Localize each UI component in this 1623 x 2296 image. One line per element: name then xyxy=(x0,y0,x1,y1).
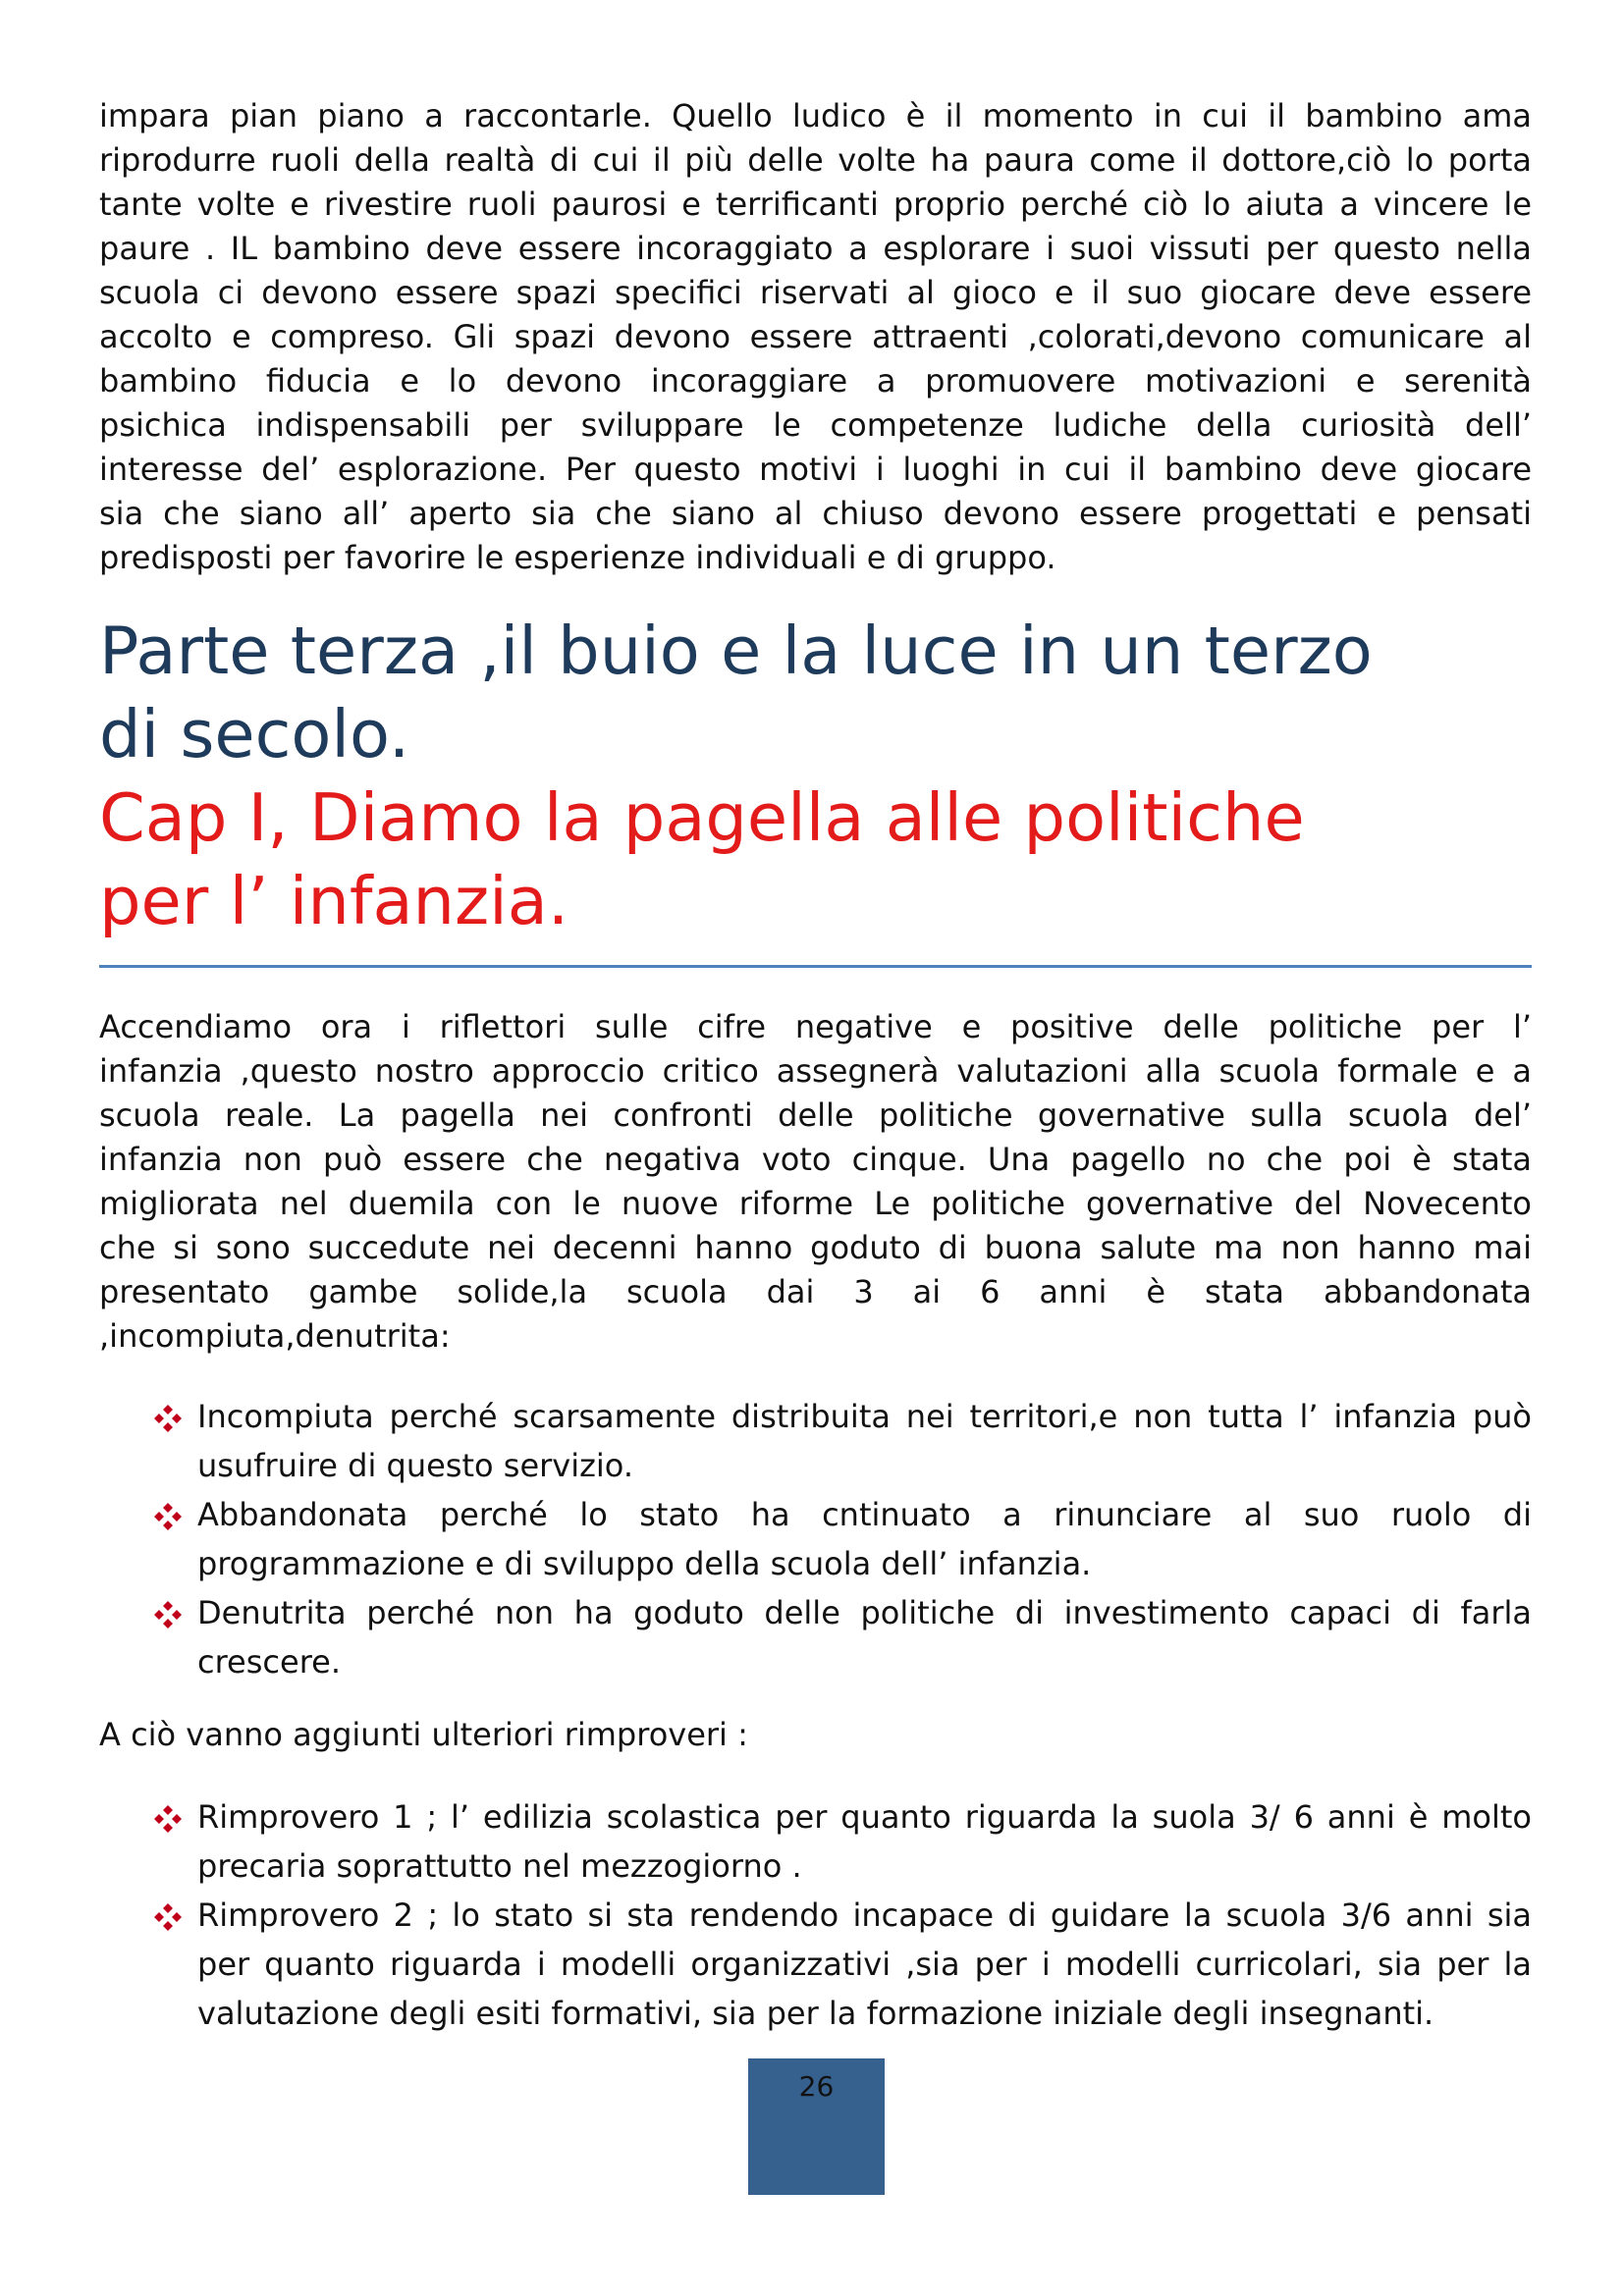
paragraph-line: paure . IL bambino deve essere incoraggiato a esplorare i suoi vissuti per questo nella xyxy=(99,230,1532,267)
part-heading-line-1: Parte terza ,il buio e la luce in un terzo xyxy=(99,613,1373,689)
paragraph-line: Accendiamo ora i riflettori sulle cifre negative e positive delle politiche per l’ xyxy=(99,1008,1532,1045)
part-heading xyxy=(99,610,1532,776)
paragraph-1 xyxy=(99,94,1532,580)
document-page xyxy=(99,94,1532,2038)
paragraph-line: bambino fiducia e lo devono incoraggiare a promuovere motivazioni e serenità xyxy=(99,362,1532,400)
list-item-text: Rimprovero 1 ; l’ edilizia scolastica per quanto riguarda la suola 3/ 6 anni è molto precaria soprattutto nel mezzogiorno . xyxy=(197,1798,1532,1885)
paragraph-line: infanzia non può essere che negativa voto cinque. Una pagello no che poi è stata xyxy=(99,1141,1532,1178)
four-diamond-bullet-icon xyxy=(153,1902,183,1932)
chapter-heading xyxy=(99,776,1532,943)
list-item xyxy=(99,1588,1532,1686)
heading-divider xyxy=(99,965,1532,968)
list-item-text: Rimprovero 2 ; lo stato si sta rendendo incapace di guidare la scuola 3/6 anni sia per quanto riguarda i modelli organizzativi ,sia per i modelli curricolari, sia per la valutazione degli esiti formativi, sia per la formazione iniziale degli insegnanti. xyxy=(197,1896,1532,2032)
chapter-heading-line-1: Cap I, Diamo la pagella alle politiche xyxy=(99,779,1305,856)
list-item xyxy=(99,1891,1532,2038)
list-item-text: Incompiuta perché scarsamente distribuita nei territori,e non tutta l’ infanzia può usufruire di questo servizio. xyxy=(197,1398,1532,1484)
list-item xyxy=(99,1792,1532,1891)
paragraph-line: tante volte e rivestire ruoli paurosi e terrificanti proprio perché ciò lo aiuta a vincere le xyxy=(99,186,1532,223)
part-heading-line-2: di secolo. xyxy=(99,696,410,773)
paragraph-line: scuola reale. La pagella nei confronti delle politiche governative sulla scuola del’ xyxy=(99,1096,1532,1134)
paragraph-line: accolto e compreso. Gli spazi devono essere attraenti ,colorati,devono comunicare al xyxy=(99,318,1532,355)
four-diamond-bullet-icon xyxy=(153,1502,183,1531)
list-item xyxy=(99,1490,1532,1588)
page-number-badge xyxy=(748,2058,885,2195)
paragraph-line: migliorata nel duemila con le nuove riforme Le politiche governative del Novecento xyxy=(99,1185,1532,1222)
paragraph-line: infanzia ,questo nostro approccio critico assegnerà valutazioni alla scuola formale e a xyxy=(99,1052,1532,1090)
deficiency-list xyxy=(99,1392,1532,1686)
list-item-text: Denutrita perché non ha goduto delle politiche di investimento capaci di farla crescere. xyxy=(197,1594,1532,1681)
paragraph-line: impara pian piano a raccontarle. Quello ludico è il momento in cui il bambino ama xyxy=(99,97,1532,134)
paragraph-2 xyxy=(99,1005,1532,1359)
page-number: 26 xyxy=(798,2070,835,2103)
reproaches-intro: A ciò vanno aggiunti ulteriori rimproveri : xyxy=(99,1716,748,1753)
paragraph-line: ,incompiuta,denutrita: xyxy=(99,1317,451,1355)
reproach-list xyxy=(99,1792,1532,2038)
paragraph-line: interesse del’ esplorazione. Per questo motivi i luoghi in cui il bambino deve giocare xyxy=(99,451,1532,488)
paragraph-line: presentato gambe solide,la scuola dai 3 ai 6 anni è stata abbandonata xyxy=(99,1273,1532,1310)
four-diamond-bullet-icon xyxy=(153,1600,183,1629)
chapter-heading-line-2: per l’ infanzia. xyxy=(99,863,569,939)
four-diamond-bullet-icon xyxy=(153,1804,183,1834)
paragraph-line: scuola ci devono essere spazi specifici riservati al gioco e il suo giocare deve essere xyxy=(99,274,1532,311)
paragraph-line: riprodurre ruoli della realtà di cui il più delle volte ha paura come il dottore,ciò lo porta xyxy=(99,141,1532,179)
paragraph-line: sia che siano all’ aperto sia che siano al chiuso devono essere progettati e pensati xyxy=(99,495,1532,532)
paragraph-line: psichica indispensabili per sviluppare le competenze ludiche della curiosità dell’ xyxy=(99,406,1532,444)
paragraph-line: che si sono succedute nei decenni hanno goduto di buona salute ma non hanno mai xyxy=(99,1229,1532,1266)
list-item xyxy=(99,1392,1532,1490)
four-diamond-bullet-icon xyxy=(153,1404,183,1433)
paragraph-line: predisposti per favorire le esperienze individuali e di gruppo. xyxy=(99,539,1056,576)
list-item-text: Abbandonata perché lo stato ha cntinuato a rinunciare al suo ruolo di programmazione e di sviluppo della scuola dell’ infanzia. xyxy=(197,1496,1532,1582)
